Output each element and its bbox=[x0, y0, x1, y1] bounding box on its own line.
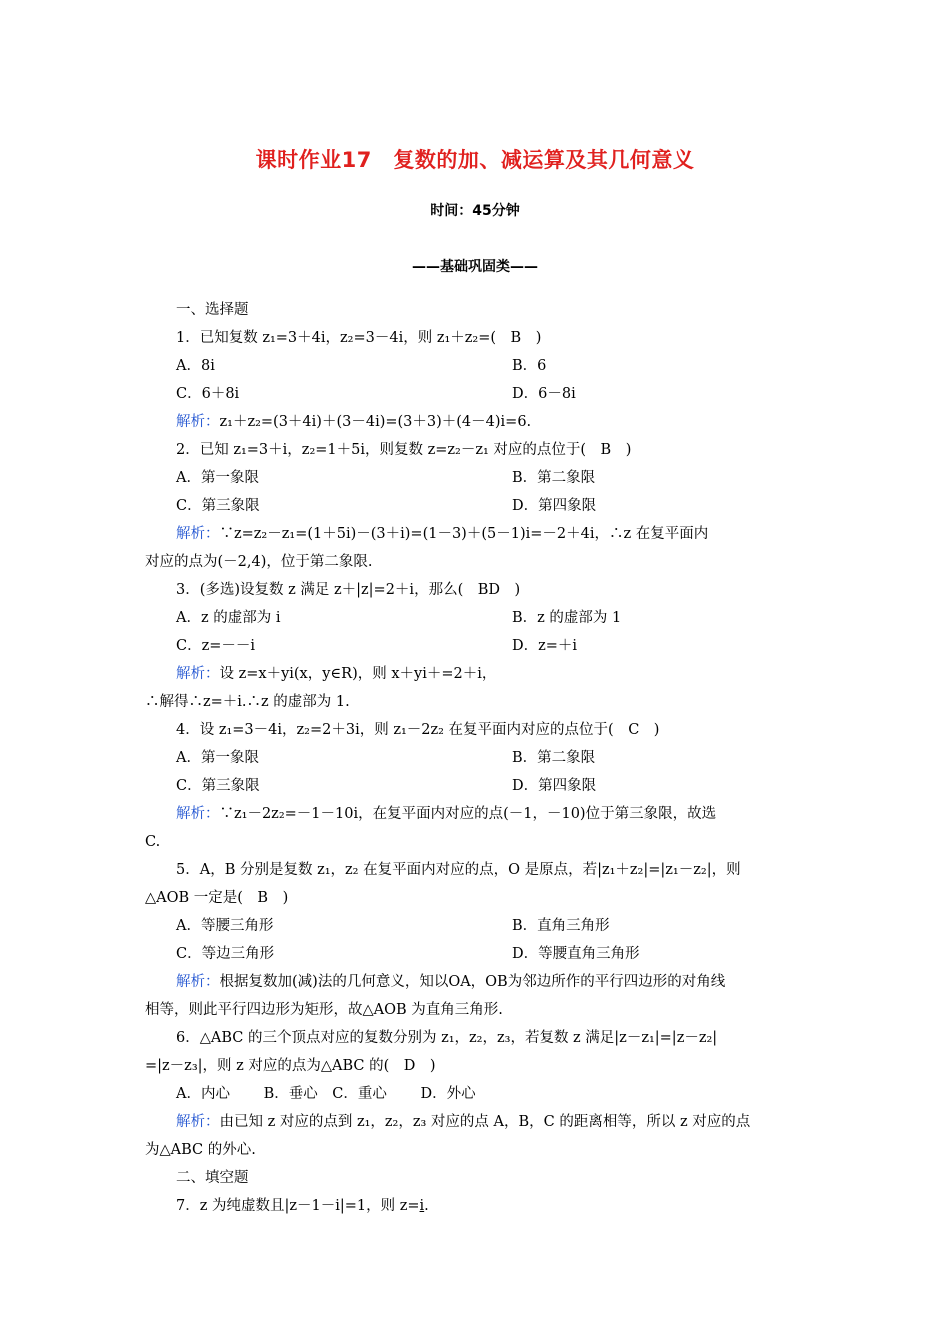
solution-label: 解析： bbox=[176, 414, 220, 430]
solution-text: ∵z₁－2z₂=－1－10i，在复平面内对应的点(－1，－10)位于第三象限，故选 bbox=[219, 806, 717, 822]
question-5-cont: △AOB 一定是( B ) bbox=[145, 890, 289, 906]
q2-option-a: A．第一象限 bbox=[176, 470, 259, 486]
q4-solution bbox=[176, 804, 716, 824]
q5-option-d: D．等腰直角三角形 bbox=[512, 946, 640, 962]
q5-solution bbox=[176, 972, 725, 992]
q4-option-a: A．第一象限 bbox=[176, 750, 259, 766]
solution-text: 根据复数加(减)法的几何意义，知以OA，OB为邻边所作的平行四边形的对角线 bbox=[219, 974, 726, 990]
q3-option-c: C．z=－－i bbox=[176, 638, 256, 654]
q1-solution bbox=[176, 412, 531, 432]
q4-solution-cont: C. bbox=[145, 834, 161, 850]
solution-label: 解析： bbox=[176, 974, 220, 990]
q7-end: . bbox=[424, 1198, 429, 1214]
solution-text: 由已知 z 对应的点到 z₁，z₂，z₃ 对应的点 A，B，C 的距离相等，所以 z 对应的点 bbox=[219, 1114, 751, 1130]
q3-option-a: A．z 的虚部为 i bbox=[176, 610, 281, 626]
q6-solution-cont: 为△ABC 的外心. bbox=[145, 1142, 256, 1158]
page-title: 课时作业17 复数的加、减运算及其几何意义 bbox=[255, 148, 695, 172]
q3-solution bbox=[176, 664, 496, 684]
solution-text: 设 z=x＋yi(x，y∈R)，则 x＋yi＋=2＋i， bbox=[219, 666, 497, 682]
question-5: 5．A，B 分别是复数 z₁，z₂ 在复平面内对应的点，O 是原点，若|z₁＋z₂|=|z₁－z₂|，则 bbox=[176, 862, 741, 878]
q4-option-c: C．第三象限 bbox=[176, 778, 260, 794]
part-heading-fill: 二、填空题 bbox=[176, 1170, 249, 1186]
question-3: 3．(多选)设复数 z 满足 z＋|z|=2＋i，那么( BD ) bbox=[176, 582, 521, 598]
section-heading: ——基础巩固类—— bbox=[412, 259, 538, 275]
q2-solution-cont: 对应的点为(－2,4)，位于第二象限. bbox=[145, 554, 373, 570]
solution-label: 解析： bbox=[176, 806, 220, 822]
q4-option-d: D．第四象限 bbox=[512, 778, 597, 794]
part-heading-choice: 一、选择题 bbox=[176, 302, 249, 318]
question-1: 1．已知复数 z₁=3＋4i，z₂=3－4i，则 z₁＋z₂=( B ) bbox=[176, 330, 542, 346]
q1-option-a: A．8i bbox=[176, 358, 215, 374]
q1-option-d: D．6－8i bbox=[512, 386, 576, 402]
q5-solution-cont: 相等，则此平行四边形为矩形，故△AOB 为直角三角形. bbox=[145, 1002, 503, 1018]
q4-option-b: B．第二象限 bbox=[512, 750, 596, 766]
solution-label: 解析： bbox=[176, 1114, 220, 1130]
question-6-cont: =|z－z₃|，则 z 对应的点为△ABC 的( D ) bbox=[145, 1058, 436, 1074]
q7-text: 7．z 为纯虚数且|z－1－i|=1，则 z= bbox=[176, 1198, 420, 1214]
q5-option-b: B．直角三角形 bbox=[512, 918, 610, 934]
q3-option-d: D．z=＋i bbox=[512, 638, 578, 654]
question-7 bbox=[176, 1196, 429, 1216]
q2-option-d: D．第四象限 bbox=[512, 498, 597, 514]
question-2: 2．已知 z₁=3＋i，z₂=1＋5i，则复数 z=z₂－z₁ 对应的点位于( B ) bbox=[176, 442, 632, 458]
q7-answer: i bbox=[419, 1198, 425, 1214]
q2-option-c: C．第三象限 bbox=[176, 498, 260, 514]
question-6: 6．△ABC 的三个顶点对应的复数分别为 z₁，z₂，z₃，若复数 z 满足|z－z₁|=|z－z₂| bbox=[176, 1030, 718, 1046]
q1-option-c: C．6＋8i bbox=[176, 386, 240, 402]
q1-option-b: B．6 bbox=[512, 358, 547, 374]
solution-label: 解析： bbox=[176, 666, 220, 682]
question-4: 4．设 z₁=3－4i，z₂=2＋3i，则 z₁－2z₂ 在复平面内对应的点位于( C ) bbox=[176, 722, 660, 738]
q6-options: A．内心 B．垂心 C．重心 D．外心 bbox=[176, 1086, 476, 1102]
q3-option-b: B．z 的虚部为 1 bbox=[512, 610, 622, 626]
q5-option-a: A．等腰三角形 bbox=[176, 918, 274, 934]
solution-text: ∵z=z₂－z₁=(1＋5i)－(3＋i)=(1－3)＋(5－1)i=－2＋4i，∴z 在复平面内 bbox=[219, 526, 709, 542]
q6-solution bbox=[176, 1112, 750, 1132]
solution-text: z₁＋z₂=(3＋4i)＋(3－4i)=(3＋3)＋(4－4)i=6. bbox=[219, 414, 532, 430]
q2-option-b: B．第二象限 bbox=[512, 470, 596, 486]
q5-option-c: C．等边三角形 bbox=[176, 946, 275, 962]
q2-solution bbox=[176, 524, 708, 544]
time-limit: 时间：45分钟 bbox=[430, 203, 520, 219]
q3-solution-cont: ∴解得∴z=＋i.∴z 的虚部为 1. bbox=[145, 694, 350, 710]
solution-label: 解析： bbox=[176, 526, 220, 542]
